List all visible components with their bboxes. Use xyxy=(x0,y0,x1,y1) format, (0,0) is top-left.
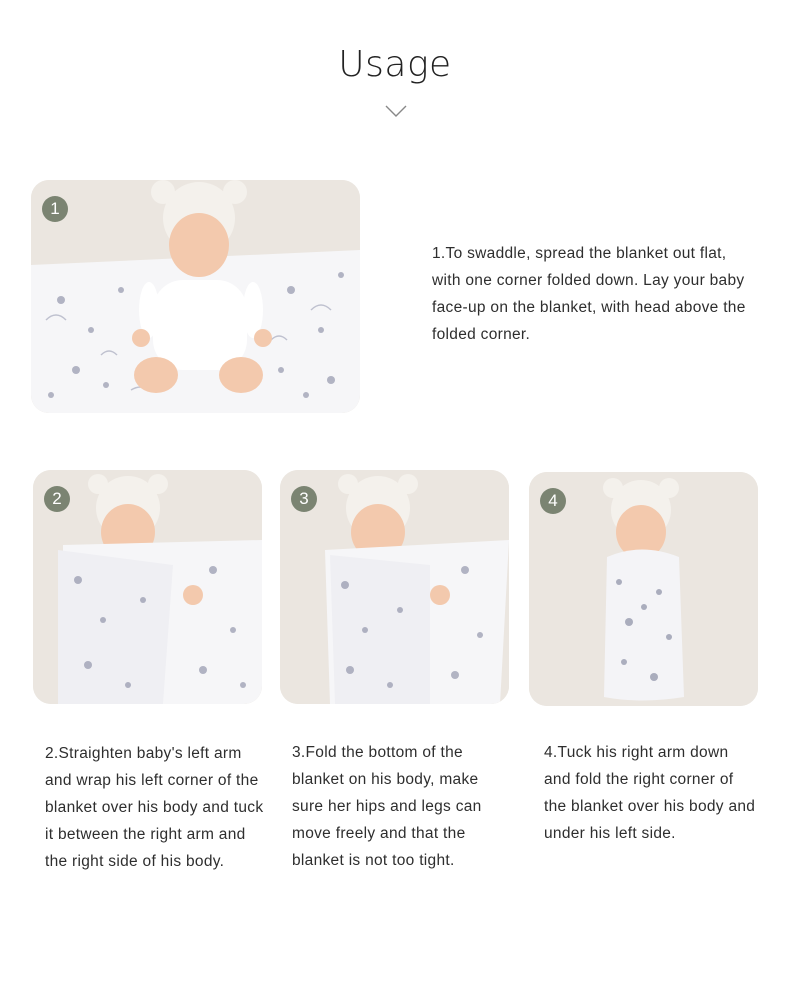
step-3-photo xyxy=(280,470,509,704)
step-3-description: 3.Fold the bottom of the blanket on his body, make sure her hips and legs can move freely and that the blanket is not too tight. xyxy=(292,744,482,869)
chevron-down-icon xyxy=(385,104,407,118)
step-1-photo xyxy=(31,180,360,413)
step-2-photo xyxy=(33,470,262,704)
page-title: Usage xyxy=(338,44,452,85)
step-4-description: 4.Tuck his right arm down and fold the right corner of the blanket over his body and under his left side. xyxy=(544,744,756,842)
step-number-badge: 3 xyxy=(291,486,317,512)
step-number-badge: 1 xyxy=(42,196,68,222)
step-number-badge: 2 xyxy=(44,486,70,512)
baby-on-blanket-image xyxy=(31,180,360,413)
step-4-photo xyxy=(529,472,758,706)
step-1-description: 1.To swaddle, spread the blanket out flat, with one corner folded down. Lay your baby face-up on the blanket, with head above the folded corner. xyxy=(432,245,746,343)
step-2-description: 2.Straighten baby's left arm and wrap his left corner of the blanket over his body and tuck it between the right arm and the right side of his body. xyxy=(45,745,264,870)
step-number-badge: 4 xyxy=(540,488,566,514)
